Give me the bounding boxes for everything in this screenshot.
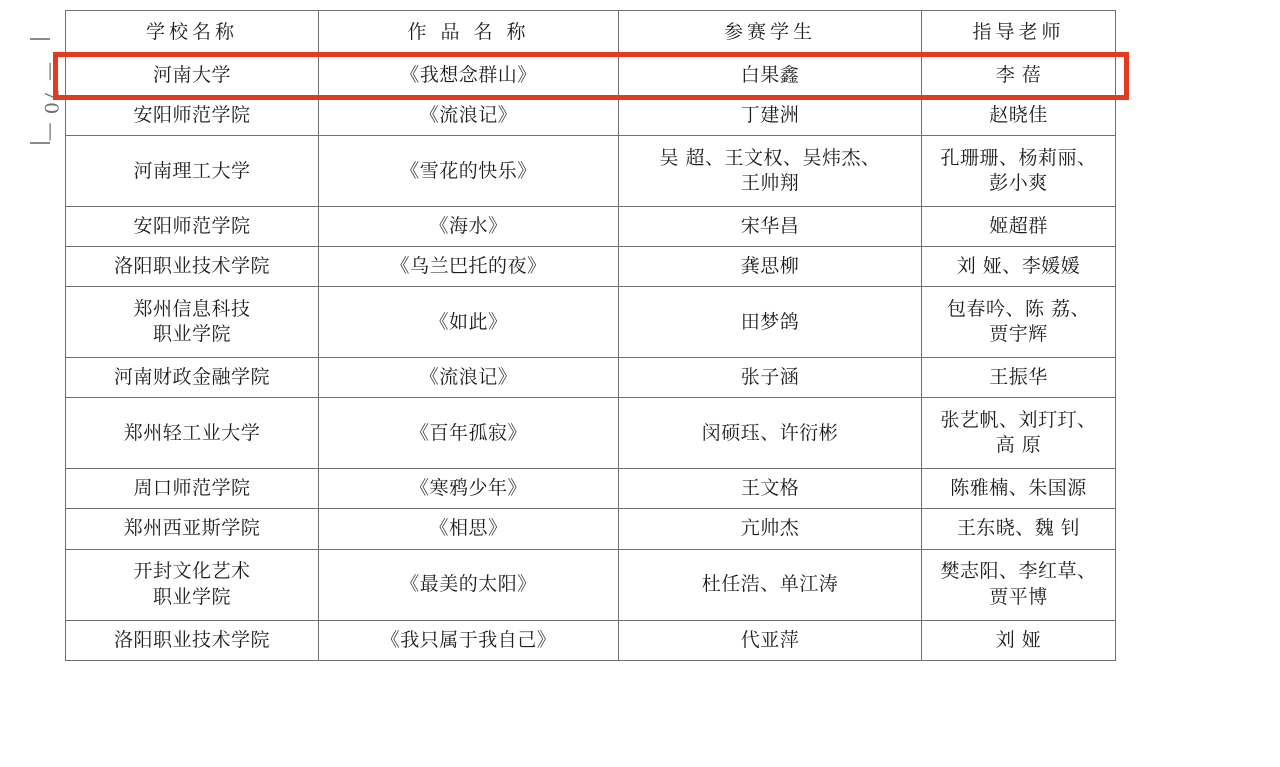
cell-teachers: 樊志阳、李红草、 贾平博	[922, 549, 1116, 620]
cell-teachers: 刘 娅	[922, 620, 1116, 660]
cell-students: 龚思柳	[619, 247, 922, 287]
cell-work: 《寒鸦少年》	[319, 469, 619, 509]
page-number-text: — 70 —	[40, 62, 62, 143]
cell-school: 安阳师范学院	[66, 96, 319, 136]
cell-teachers: 孔珊珊、杨莉丽、 彭小爽	[922, 136, 1116, 207]
table-row	[66, 207, 1116, 247]
cell-school: 洛阳职业技术学院	[66, 620, 319, 660]
marker-dash-bottom	[30, 142, 50, 144]
cell-teachers: 李 蓓	[922, 56, 1116, 96]
cell-school: 周口师范学院	[66, 469, 319, 509]
cell-work: 《我只属于我自己》	[319, 620, 619, 660]
column-header-work: 作 品 名 称	[319, 11, 619, 56]
cell-teachers: 陈雅楠、朱国源	[922, 469, 1116, 509]
cell-school: 郑州西亚斯学院	[66, 509, 319, 549]
cell-school: 河南理工大学	[66, 136, 319, 207]
cell-students: 杜任浩、单江涛	[619, 549, 922, 620]
cell-work: 《流浪记》	[319, 96, 619, 136]
cell-school: 河南财政金融学院	[66, 358, 319, 398]
table-row	[66, 56, 1116, 96]
table-row	[66, 96, 1116, 136]
cell-work: 《流浪记》	[319, 358, 619, 398]
cell-students: 闵硕珏、许衍彬	[619, 398, 922, 469]
cell-school: 河南大学	[66, 56, 319, 96]
cell-students: 白果鑫	[619, 56, 922, 96]
cell-students: 亢帅杰	[619, 509, 922, 549]
cell-work: 《如此》	[319, 287, 619, 358]
cell-work: 《乌兰巴托的夜》	[319, 247, 619, 287]
table-row	[66, 287, 1116, 358]
cell-work: 《相思》	[319, 509, 619, 549]
cell-teachers: 包春吟、陈 荔、 贾宇辉	[922, 287, 1116, 358]
cell-work: 《海水》	[319, 207, 619, 247]
cell-teachers: 王东晓、魏 钊	[922, 509, 1116, 549]
cell-students: 宋华昌	[619, 207, 922, 247]
cell-work: 《最美的太阳》	[319, 549, 619, 620]
cell-school: 郑州信息科技 职业学院	[66, 287, 319, 358]
cell-school: 郑州轻工业大学	[66, 398, 319, 469]
cell-school: 洛阳职业技术学院	[66, 247, 319, 287]
cell-work: 《雪花的快乐》	[319, 136, 619, 207]
cell-work: 《我想念群山》	[319, 56, 619, 96]
cell-teachers: 赵晓佳	[922, 96, 1116, 136]
cell-teachers: 刘 娅、李媛媛	[922, 247, 1116, 287]
cell-work: 《百年孤寂》	[319, 398, 619, 469]
table-row	[66, 398, 1116, 469]
table-row	[66, 549, 1116, 620]
cell-students: 代亚萍	[619, 620, 922, 660]
table-header-row	[66, 11, 1116, 56]
table-row	[66, 509, 1116, 549]
cell-students: 田梦鸽	[619, 287, 922, 358]
cell-school: 安阳师范学院	[66, 207, 319, 247]
cell-teachers: 姬超群	[922, 207, 1116, 247]
cell-students: 吴 超、王文权、吴炜杰、 王帅翔	[619, 136, 922, 207]
cell-students: 丁建洲	[619, 96, 922, 136]
cell-teachers: 张艺帆、刘玎玎、 高 原	[922, 398, 1116, 469]
award-table-container	[65, 10, 1115, 661]
marker-dash-top	[30, 38, 50, 40]
table-body	[66, 56, 1116, 661]
cell-school: 开封文化艺术 职业学院	[66, 549, 319, 620]
cell-students: 王文格	[619, 469, 922, 509]
column-header-school: 学校名称	[66, 11, 319, 56]
page-number-marker	[22, 30, 62, 150]
column-header-students: 参赛学生	[619, 11, 922, 56]
table-row	[66, 469, 1116, 509]
table-row	[66, 358, 1116, 398]
cell-students: 张子涵	[619, 358, 922, 398]
award-table	[65, 10, 1116, 661]
table-row	[66, 247, 1116, 287]
table-row	[66, 136, 1116, 207]
column-header-teachers: 指导老师	[922, 11, 1116, 56]
table-row	[66, 620, 1116, 660]
cell-teachers: 王振华	[922, 358, 1116, 398]
